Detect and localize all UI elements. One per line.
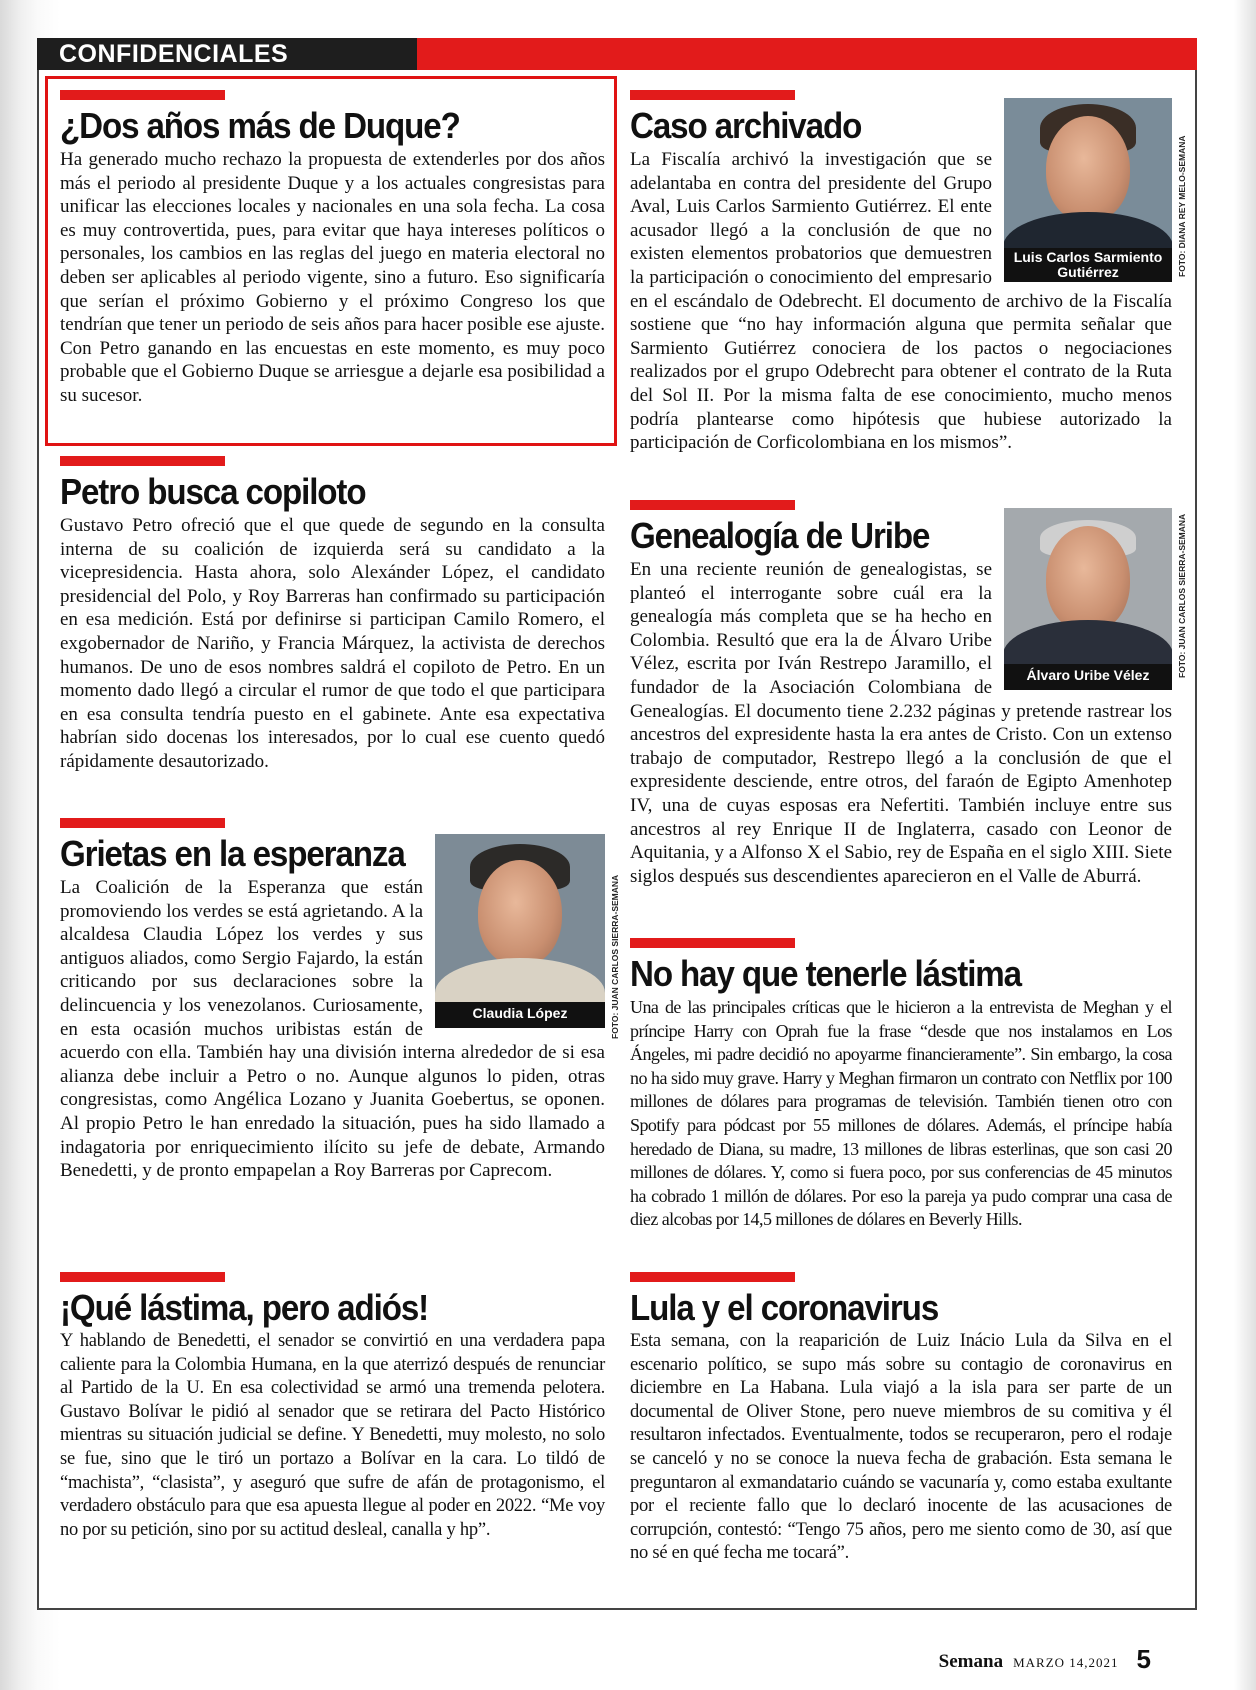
photo-credit: FOTO: JUAN CARLOS SIERRA-SEMANA xyxy=(1177,513,1187,678)
article-duque xyxy=(60,90,605,408)
article-body: Gustavo Petro ofreció que el que quede de segundo en la consulta interna de su coalición de izquierda será su candidato a la vicepresidencia. Hasta ahora, solo Alexánder López, el candidato presidencial del Polo, y Roy Barreras han confirmado su participación en esa medición. Está por definirse si participan Camilo Romero, el exgobernador de Nariño, y Francia Márquez, la activista de derechos humanos. De uno de esos nombres saldrá el copiloto de Petro. En un momento dado llegó a circular el rumor de que todo el que participara en esa consulta tendría puesto en el gabinete. Ante esa expectativa habrían sido docenas los interesados, por lo cual ese cuento quedó rápidamente desautorizado. xyxy=(60,515,605,772)
article-caso xyxy=(630,90,1172,455)
article-grietas xyxy=(60,818,605,1183)
article-headline: No hay que tenerle lástima xyxy=(630,953,1021,994)
photo-caption: Claudia López xyxy=(435,1002,605,1028)
photo-credit: FOTO: JUAN CARLOS SIERRA-SEMANA xyxy=(610,874,620,1039)
article-accent-bar xyxy=(60,1272,225,1282)
article-headline: ¡Qué lástima, pero adiós! xyxy=(60,1287,429,1328)
article-headline: Lula y el coronavirus xyxy=(630,1287,939,1328)
article-headline: Genealogía de Uribe xyxy=(630,515,930,556)
article-body: La Fiscalía archivó la investigación que se adelantaba en contra del presidente del Grupo Aval, Luis Carlos Sarmiento Gutiérrez. El ente acusador llegó a la conclusión de que no existen elementos probatorios que demuestren la participación o conocimiento del empresario en el escándalo de Odebrecht. El documento de archivo de la Fiscalía sostiene que “no hay información alguna que permita señalar que Sarmiento Gutiérrez conociera de los pactos o negociaciones realizados por el grupo Odebrecht para obtener el contrato de la Ruta del Sol II. Por la misma falta de ese conocimiento, mucho menos podría plantearse como hipótesis que hubiese autorizado la participación de Corficolombiana en los mismos”. xyxy=(630,149,1172,454)
article-petro xyxy=(60,456,605,774)
article-body: Ha generado mucho rechazo la propuesta de extenderles por dos años más el periodo al presidente Duque y a los actuales congresistas para unificar las elecciones locales y nacionales en una sola fecha. La cosa es muy controvertida, pues, para evitar que haya intereses políticos o personales, los cambios en las reglas del juego en materia electoral no deben ser aplicables al periodo vigente, sino a futuro. Eso significaría que serían el próximo Gobierno y el próximo Congreso los que tendrían que tener un periodo de seis años para hacer posible ese ajuste. Con Petro ganando en las encuestas en este momento, es muy poco probable que el Gobierno Duque se arriesgue a dejarle esa posibilidad a su sucesor. xyxy=(60,149,605,406)
article-body: Esta semana, con la reaparición de Luiz Inácio Lula da Silva en el escenario político, se supo más sobre su contagio de coronavirus en diciembre en La Habana. Lula viajó a la isla para ser parte de un documental de Oliver Stone, pero nueve miembros de su comitiva y él resultaron infectados. Eventualmente, todos se recuperaron, pero el rodaje se canceló y no se conoce la nueva fecha de grabación. Esta semana le preguntaron al exmandatario cuándo se vacunaría y, como estaba exultante por el reciente fallo que lo declaró inocente de las acusaciones de corrupción, contestó: “Tengo 75 años, pero me siento como de 30, así que no sé en qué fecha me tocará”. xyxy=(630,1331,1172,1564)
photo-credit: FOTO: DIANA REY MELO-SEMANA xyxy=(1177,135,1187,277)
article-headline: Caso archivado xyxy=(630,105,862,146)
article-accent-bar xyxy=(60,818,225,828)
article-headline: ¿Dos años más de Duque? xyxy=(60,105,460,146)
article-lastima xyxy=(60,1272,605,1542)
article-body: Y hablando de Benedetti, el senador se convirtió en una verdadera papa caliente para la Colombia Humana, en la que aterrizó después de renunciar al Partido de la U. En esa colectividad se armó una tremenda pelotera. Gustavo Bolívar le pidió al senador que se retirara del Pacto Histórico mientras su situación judicial se define. Y Benedetti, muy molesto, no solo se fue, sino que le tiró un portazo a Bolívar en la cara. Lo tildó de “machista”, “clasista”, y aseguró que sufre de afán de protagonismo, el verdadero obstáculo para que esa apuesta llegue al poder en 2022. “Me voy no por su petición, sino por su actitud desleal, canalla y hp”. xyxy=(60,1331,605,1540)
magazine-name: Semana xyxy=(938,1651,1004,1672)
section-header-bar xyxy=(37,38,1197,70)
section-label: CONFIDENCIALES xyxy=(37,38,417,70)
article-accent-bar xyxy=(630,500,795,510)
issue-date: MARZO 14,2021 xyxy=(1013,1655,1119,1670)
article-accent-bar xyxy=(630,938,795,948)
page-footer xyxy=(939,1643,1151,1674)
article-genealogia xyxy=(630,500,1172,888)
article-accent-bar xyxy=(60,90,225,100)
article-body: Una de las principales críticas que le hicieron a la entrevista de Meghan y el príncipe Harry con Oprah fue la frase “desde que nos instalamos en Los Ángeles, mi padre decidió no apoyarme financieramente”. Sin embargo, la cosa no ha sido muy grave. Harry y Meghan firmaron un contrato con Netflix por 100 millones de dólares para programas de televisión. También tienen otro con Spotify para pódcast por 55 millones de dólares. Además, el príncipe había heredado de Diana, su madre, 13 millones de libras esterlinas, que son casi 20 millones de dólares. Y, como si fuera poco, por sus conferencias de 45 minutos ha cobrado 1 millón de dólares. Por eso la pareja ya pudo comprar una casa de diez alcobas por 14,5 millones de dólares en Beverly Hills. xyxy=(630,997,1172,1230)
photo-claudia-lopez xyxy=(435,834,605,1028)
article-headline: Grietas en la esperanza xyxy=(60,833,405,874)
article-body: En una reciente reunión de genealogistas, se planteó el interrogante sobre cuál era la genealogía más completa que se ha hecho en Colombia. Resultó que era la de Álvaro Uribe Vélez, escrita por Iván Restrepo Jaramillo, el fundador de la Asociación Colombiana de Genealogías. El documento tiene 2.232 páginas y pretende rastrear los ancestros del expresidente hasta la era antes de Cristo. Con un extenso trabajo de computador, Restrepo llegó a la conclusión de que el expresidente desciende, entre otros, del faraón de Egipto Amenhotep IV, una de cuyas esposas era Nefertiti. También incluye entre sus ancestros al rey Enrique II de Inglaterra, casado con Leonor de Aquitania, y a Alfonso X el Sabio, rey de España en el siglo XIII. Siete siglos después sus descendientes aparecieron en el Valle de Aburrá. xyxy=(630,559,1172,887)
article-accent-bar xyxy=(630,90,795,100)
page-edge-shadow xyxy=(1234,0,1256,1690)
article-headline: Petro busca copiloto xyxy=(60,471,366,512)
article-body: La Coalición de la Esperanza que están promoviendo los verdes se está agrietando. A la alcaldesa Claudia López los verdes y sus antiguos aliados, como Sergio Fajardo, la están criticando por sus declaraciones sobre la delincuencia y los venezolanos. Curiosamente, en esta ocasión muchos uribistas están de acuerdo con ella. También hay una división interna alrededor de si esa alianza debe incluir a Petro o no. Aunque algunos lo piden, otras congresistas, como Angélica Lozano y Juanita Goebertus, se oponen. Al propio Petro le han enredado la situación, pues ha sido llamado a indagatoria por enriquecimiento ilícito su jefe de debate, Armando Benedetti, y de pronto empapelan a Roy Barreras por Caprecom. xyxy=(60,877,605,1182)
photo-face xyxy=(478,860,562,966)
article-nohay xyxy=(630,938,1172,1232)
article-accent-bar xyxy=(60,456,225,466)
article-lula xyxy=(630,1272,1172,1566)
page-number: 5 xyxy=(1136,1644,1151,1674)
photo-caption: Álvaro Uribe Vélez xyxy=(1004,664,1172,690)
article-accent-bar xyxy=(630,1272,795,1282)
photo-caption: Luis Carlos Sarmiento Gutiérrez xyxy=(1004,248,1172,282)
